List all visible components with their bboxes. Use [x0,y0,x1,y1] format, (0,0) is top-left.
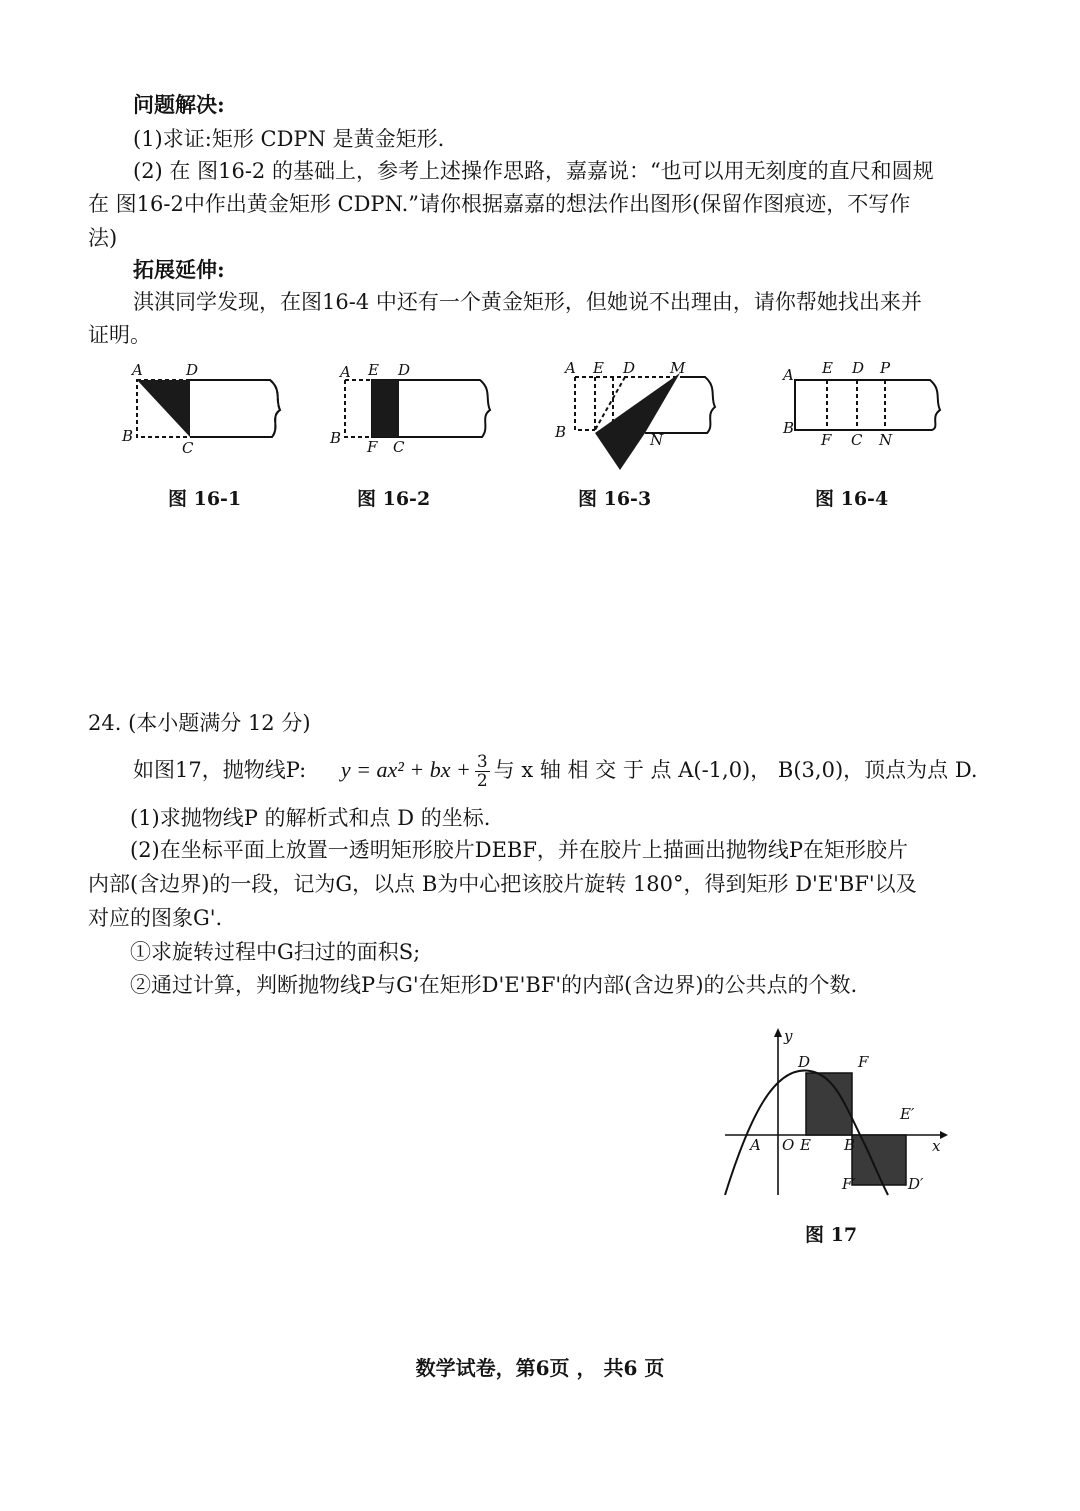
label-e-prime: E′ [900,1105,915,1123]
folded-triangle [137,380,190,437]
label-y: y [784,1027,793,1045]
label-d: D [798,1053,811,1071]
label-b: B [844,1136,856,1154]
label-a: A [783,366,794,384]
label-e: E [800,1136,811,1154]
label-e: E [822,359,833,377]
question-24-sub2: ②通过计算，判断抛物线P与G'在矩形D'E'BF'的内部(含边界)的公共点的个数. [130,973,858,997]
caption-figure-16-1: 图 16-1 [168,488,242,510]
label-a: A [565,359,576,377]
label-d: D [398,361,411,379]
page-footer: 数学试卷，第6页 ， 共6 页 [415,1356,665,1380]
figure-16-3 [545,355,745,475]
fraction-numerator: 3 [476,752,488,772]
label-b: B [330,429,342,447]
fraction-denominator: 2 [476,771,488,791]
label-x: x [932,1137,941,1155]
intro-prefix: 如图17，抛物线P: [133,758,307,782]
label-f: F [858,1053,869,1071]
label-m: M [670,359,686,377]
extension-text-line2: 证明。 [88,323,151,347]
label-n: N [879,431,893,449]
caption-figure-16-4: 图 16-4 [815,488,889,510]
fold-lines [827,380,885,430]
label-c: C [393,438,405,456]
question-24-title: 24. (本小题满分 12 分) [88,711,311,735]
paper-strip-right [190,380,280,437]
intro-suffix: 与 x 轴 相 交 于 点 A(-1,0)， B(3,0)，顶点为点 D. [493,758,978,782]
parabola-formula: y = ax² + bx + [340,757,471,782]
question-24-part1: (1)求抛物线P 的解析式和点 D 的坐标. [130,806,491,830]
y-axis-arrow [774,1028,782,1037]
figure-17 [720,1025,960,1200]
caption-figure-17: 图 17 [805,1224,858,1246]
label-e: E [368,361,379,379]
label-f: F [367,438,378,456]
caption-figure-16-2: 图 16-2 [357,488,431,510]
question-24-intro [133,750,978,790]
label-a: A [340,363,351,381]
label-b: B [783,419,795,437]
label-d: D [623,359,636,377]
question-2-text-line1: (2) 在 图16-2 的基础上，参考上述操作思路，嘉嘉说：“也可以用无刻度的直尺和圆规 [133,159,934,183]
question-24-part2-line1: (2)在坐标平面上放置一透明矩形胶片DEBF，并在胶片上描画出抛物线P在矩形胶片 [130,838,909,862]
caption-figure-16-3: 图 16-3 [578,488,652,510]
label-p: P [880,359,891,377]
formula-fraction [475,753,490,790]
label-n: N [650,431,664,449]
question-24-sub1: ①求旋转过程中G扫过的面积S; [130,940,421,964]
question-1-text: (1)求证:矩形 CDPN 是黄金矩形. [133,127,445,151]
label-a: A [132,361,143,379]
label-d: D [186,361,199,379]
section-heading-extension: 拓展延伸: [133,257,225,282]
question-24-part2-line3: 对应的图象G'. [88,906,223,930]
figure-16-4 [775,355,975,465]
paper-strip-outline [795,380,940,430]
label-f-prime: F′ [842,1175,856,1193]
label-c: C [851,431,863,449]
x-axis-arrow [940,1131,948,1139]
label-a: A [750,1136,761,1154]
question-2-text-line3: 法) [88,226,118,250]
label-c: C [182,439,194,457]
label-e: E [593,359,604,377]
label-d: D [852,359,865,377]
question-24-part2-line2: 内部(含边界)的一段，记为G，以点 B为中心把该胶片旋转 180°，得到矩形 D'E'BF'以及 [88,872,917,896]
label-f: F [821,431,832,449]
folded-flap [595,373,680,470]
section-heading-problem-solving: 问题解决: [133,92,225,117]
paper-strip-left-dashed [345,380,372,437]
extension-text-line1: 淇淇同学发现，在图16-4 中还有一个黄金矩形，但她说不出理由，请你帮她找出来并 [133,290,922,314]
label-o: O [782,1136,795,1154]
folded-square [372,380,399,437]
label-b: B [122,427,134,445]
figure-16-1 [110,355,310,465]
label-d-prime: D′ [908,1175,924,1193]
figure-16-2 [325,355,525,465]
question-2-text-line2: 在 图16-2中作出黄金矩形 CDPN.”请你根据嘉嘉的想法作出图形(保留作图痕迹，不写作 [88,192,911,216]
label-b: B [555,423,567,441]
